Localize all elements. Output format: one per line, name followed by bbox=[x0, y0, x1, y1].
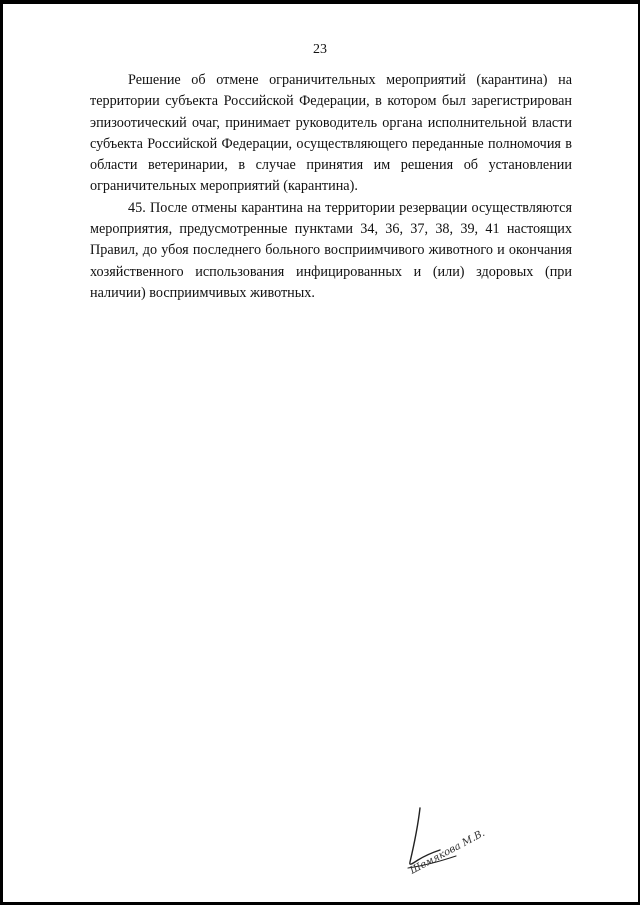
page-number: 23 bbox=[313, 42, 327, 57]
signature-name: Шемякова М.В. bbox=[408, 827, 487, 877]
scan-border-top bbox=[0, 0, 640, 4]
paragraph-45: 45. После отмены карантина на территории резервации осуществляются мероприятия, предусмотренные пунктами 34, 36, 37, 38, 39, 41 настоящих Правил, до убоя последнего больного восприимчивого животного и окончания хозяйственного использования инфицированных и (или) здоровых (при наличии) восприимчивых животных. bbox=[90, 199, 572, 301]
handwritten-signature bbox=[398, 800, 488, 880]
document-body bbox=[90, 70, 572, 304]
paragraph-quarantine-cancellation: Решение об отмене ограничительных мероприятий (карантина) на территории субъекта Российской Федерации, в котором был зарегистрирован эпизоотический очаг, принимает руководитель органа исполнительной власти субъекта Российской Федерации, осуществляющего переданные полномочия в области ветеринарии, в случае принятия им решения об установлении ограничительных мероприятий (карантина). bbox=[90, 72, 572, 195]
scan-border-left bbox=[0, 0, 3, 905]
